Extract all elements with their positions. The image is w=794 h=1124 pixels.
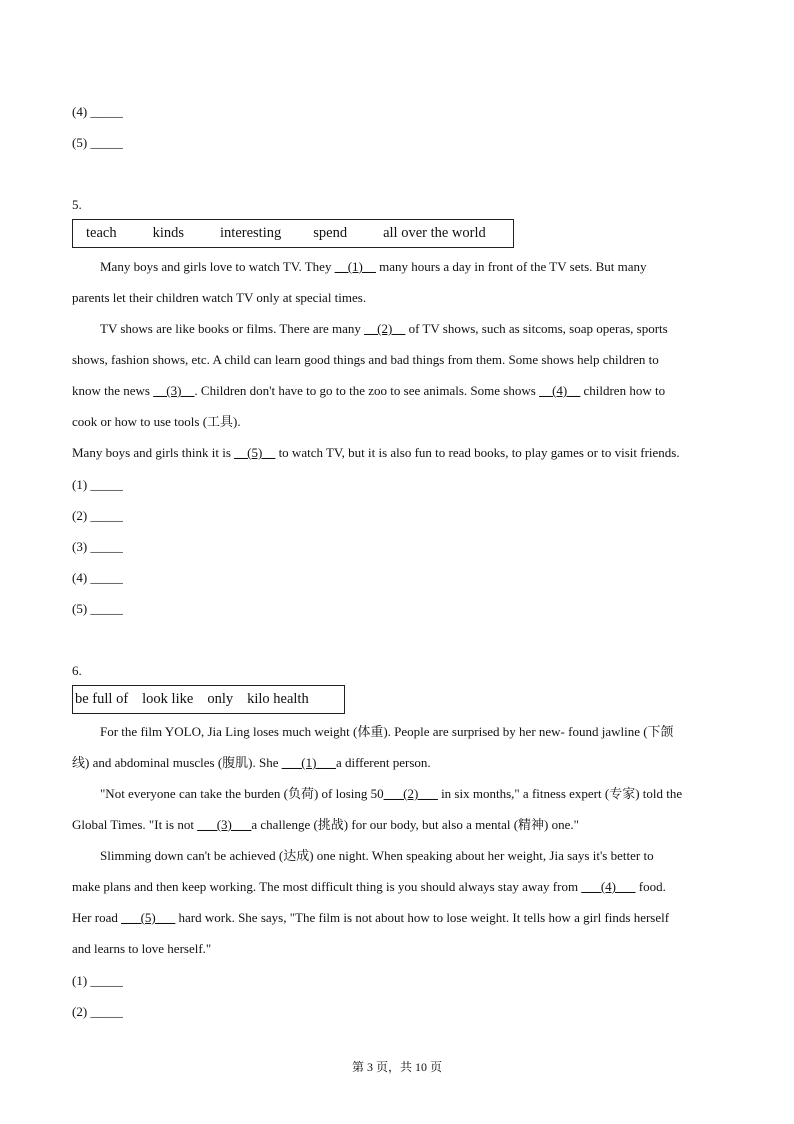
- blank-1: ___(1)___: [281, 755, 336, 770]
- blank-4: __(4)__: [539, 383, 581, 398]
- text: . Children don't have to go to the zoo to see animals. Some shows: [194, 383, 540, 398]
- word-bank-item: spend: [313, 225, 348, 241]
- text: a challenge (挑战) for our body, but also a mental (精神) one.": [251, 817, 579, 832]
- blank-3: __(3)__: [153, 383, 195, 398]
- answer-line: (5) _____: [72, 135, 123, 150]
- word-bank-item: look like: [142, 691, 194, 707]
- text: Many boys and girls think it is: [72, 445, 235, 460]
- blank-2: ___(2)___: [383, 786, 438, 801]
- word-bank-item: teach: [86, 225, 117, 241]
- blank-5: __(5)__: [234, 445, 276, 460]
- text: Global Times. "It is not: [72, 817, 198, 832]
- question-number: 6.: [72, 663, 82, 678]
- answer-line: (5) _____: [72, 601, 123, 616]
- passage-line: [72, 809, 722, 840]
- passage-line: [72, 902, 722, 933]
- passage-line: [72, 871, 722, 902]
- passage-line: shows, fashion shows, etc. A child can learn good things and bad things from them. Some shows help children to: [72, 352, 659, 367]
- word-bank-item: kinds: [152, 225, 185, 241]
- text: hard work. She says, "The film is not about how to lose weight. It tells how a girl finds herself: [175, 910, 670, 925]
- passage-line: and learns to love herself.": [72, 941, 212, 956]
- answer-line: (2) _____: [72, 508, 123, 523]
- blank-4: ___(4)___: [581, 879, 636, 894]
- text: many hours a day in front of the TV sets. But many: [375, 259, 647, 274]
- answer-line: (3) _____: [72, 539, 123, 554]
- word-bank: [72, 685, 345, 714]
- page-footer: 第 3 页，共 10 页: [351, 1060, 442, 1074]
- blank-5: ___(5)___: [121, 910, 176, 925]
- answer-line: (4) _____: [72, 570, 123, 585]
- word-bank-item: all over the world: [383, 225, 486, 241]
- blank-2: __(2)__: [364, 321, 406, 336]
- text: food.: [635, 879, 666, 894]
- blank-3: ___(3)___: [197, 817, 252, 832]
- passage-line: [72, 747, 722, 778]
- passage-line: cook or how to use tools (工具).: [72, 414, 241, 429]
- answer-line: (4) _____: [72, 104, 123, 119]
- answer-line: (2) _____: [72, 1004, 123, 1019]
- passage-line: For the film YOLO, Jia Ling loses much weight (体重). People are surprised by her new- found jawline (下颌: [100, 724, 674, 739]
- passage-line: [72, 313, 722, 344]
- text: children how to: [580, 383, 666, 398]
- answer-line: (1) _____: [72, 477, 123, 492]
- passage-line: [72, 375, 722, 406]
- word-bank-item: be full of: [75, 691, 129, 707]
- text: know the news: [72, 383, 154, 398]
- answer-line: (1) _____: [72, 973, 123, 988]
- text: TV shows are like books or films. There are many: [100, 321, 365, 336]
- text: "Not everyone can take the burden (负荷) of losing 50: [100, 786, 384, 801]
- word-bank-item: only: [207, 691, 234, 707]
- text: of TV shows, such as sitcoms, soap operas, sports: [405, 321, 668, 336]
- text: Many boys and girls love to watch TV. They: [100, 259, 335, 274]
- blank-1: __(1)__: [334, 259, 376, 274]
- word-bank: [72, 219, 514, 248]
- passage: [72, 716, 722, 964]
- passage-line: [72, 437, 722, 468]
- passage-line: Slimming down can't be achieved (达成) one night. When speaking about her weight, Jia says it's better to: [100, 848, 654, 863]
- passage-line: [72, 778, 722, 809]
- text: to watch TV, but it is also fun to read books, to play games or to visit friends.: [275, 445, 680, 460]
- passage-line: [72, 251, 722, 282]
- passage-line: parents let their children watch TV only at special times.: [72, 290, 367, 305]
- text: make plans and then keep working. The most difficult thing is you should always stay away from: [72, 879, 582, 894]
- text: 线) and abdominal muscles (腹肌). She: [72, 755, 282, 770]
- text: Her road: [72, 910, 122, 925]
- word-bank-item: interesting: [220, 225, 282, 241]
- word-bank-item: kilo health: [247, 691, 309, 707]
- text: in six months," a fitness expert (专家) told the: [437, 786, 683, 801]
- text: a different person.: [335, 755, 431, 770]
- question-number: 5.: [72, 197, 82, 212]
- passage: [72, 251, 722, 468]
